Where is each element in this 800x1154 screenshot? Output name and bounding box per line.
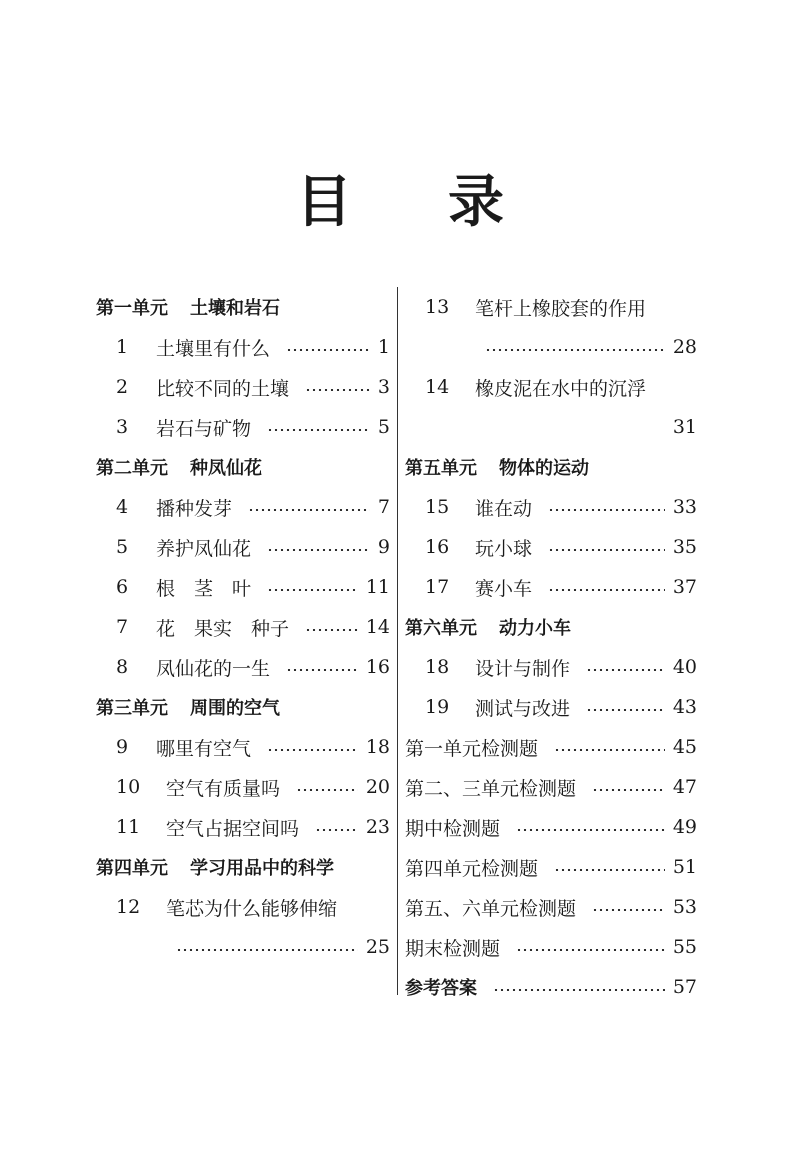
test-title: 第四单元检测题 xyxy=(405,857,539,880)
page-number: 20 xyxy=(365,776,390,798)
dot-leader xyxy=(548,509,665,511)
page-number: 33 xyxy=(672,496,697,518)
lesson-number: 9 xyxy=(116,736,129,758)
unit-heading xyxy=(405,447,697,487)
dot-leader xyxy=(286,669,358,671)
page-number: 47 xyxy=(672,776,697,798)
lesson-number: 14 xyxy=(425,376,450,398)
toc-entry-continuation[interactable] xyxy=(96,927,390,967)
unit-number: 第五单元 xyxy=(405,458,477,479)
page-number: 11 xyxy=(365,576,390,598)
lesson-number: 6 xyxy=(116,576,129,598)
dot-leader xyxy=(554,749,665,751)
toc-entry-continuation[interactable] xyxy=(405,327,697,367)
lesson-title: 凤仙花的一生 xyxy=(156,657,271,680)
toc-entry-continuation[interactable] xyxy=(405,407,697,447)
unit-name: 种凤仙花 xyxy=(190,458,262,479)
page-title-char-2: 录 xyxy=(448,170,504,235)
toc-entry[interactable] xyxy=(96,527,390,567)
test-entry[interactable] xyxy=(405,767,697,807)
page-number: 35 xyxy=(672,536,697,558)
dot-leader xyxy=(176,949,358,951)
toc-entry[interactable] xyxy=(96,567,390,607)
test-title: 第一单元检测题 xyxy=(405,737,539,760)
lesson-title: 土壤里有什么 xyxy=(156,337,271,360)
dot-leader xyxy=(305,389,370,391)
lesson-title: 空气有质量吗 xyxy=(166,777,281,800)
unit-number: 第一单元 xyxy=(96,298,168,319)
unit-number: 第三单元 xyxy=(96,698,168,719)
test-title: 第二、三单元检测题 xyxy=(405,777,577,800)
unit-name: 土壤和岩石 xyxy=(190,298,280,319)
page-title-char-1: 目 xyxy=(296,170,352,235)
dot-leader xyxy=(516,829,665,831)
lesson-title: 养护凤仙花 xyxy=(156,537,252,560)
dot-leader xyxy=(485,349,665,351)
lesson-title: 花 果实 种子 xyxy=(156,617,290,640)
lesson-title: 赛小车 xyxy=(475,577,533,600)
dot-leader xyxy=(286,349,370,351)
column-divider xyxy=(397,287,398,995)
dot-leader xyxy=(296,789,358,791)
toc-entry[interactable] xyxy=(96,327,390,367)
page-number: 31 xyxy=(672,416,697,438)
dot-leader xyxy=(267,429,370,431)
toc-entry[interactable] xyxy=(405,567,697,607)
toc-right-column xyxy=(405,287,697,1007)
toc-entry[interactable] xyxy=(96,607,390,647)
lesson-number: 12 xyxy=(116,896,141,918)
lesson-title: 播种发芽 xyxy=(156,497,233,520)
page-number: 45 xyxy=(672,736,697,758)
lesson-number: 11 xyxy=(116,816,141,838)
page-number: 25 xyxy=(365,936,390,958)
unit-number: 第二单元 xyxy=(96,458,168,479)
lesson-title: 根 茎 叶 xyxy=(156,577,252,600)
lesson-title: 橡皮泥在水中的沉浮 xyxy=(475,377,647,400)
answers-entry[interactable] xyxy=(405,967,697,1007)
toc-entry[interactable] xyxy=(405,687,697,727)
test-title: 期末检测题 xyxy=(405,937,501,960)
page-number: 16 xyxy=(365,656,390,678)
lesson-number: 1 xyxy=(116,336,129,358)
dot-leader xyxy=(305,629,358,631)
dot-leader xyxy=(554,869,665,871)
page-number: 3 xyxy=(377,376,390,398)
dot-leader xyxy=(516,949,665,951)
test-title: 第五、六单元检测题 xyxy=(405,897,577,920)
unit-heading xyxy=(96,687,390,727)
toc-entry[interactable] xyxy=(405,647,697,687)
test-entry[interactable] xyxy=(405,807,697,847)
toc-entry[interactable] xyxy=(96,407,390,447)
lesson-number: 19 xyxy=(425,696,450,718)
lesson-number: 16 xyxy=(425,536,450,558)
page-number: 51 xyxy=(672,856,697,878)
lesson-number: 8 xyxy=(116,656,129,678)
lesson-title: 空气占据空间吗 xyxy=(166,817,300,840)
lesson-title: 笔杆上橡胶套的作用 xyxy=(475,297,647,320)
dot-leader xyxy=(592,909,665,911)
page-number: 5 xyxy=(377,416,390,438)
test-entry[interactable] xyxy=(405,847,697,887)
unit-number: 第四单元 xyxy=(96,858,168,879)
page-number: 1 xyxy=(377,336,390,358)
unit-number: 第六单元 xyxy=(405,618,477,639)
unit-heading xyxy=(96,447,390,487)
unit-name: 学习用品中的科学 xyxy=(190,858,334,879)
dot-leader xyxy=(548,549,665,551)
lesson-title: 岩石与矿物 xyxy=(156,417,252,440)
dot-leader xyxy=(267,589,358,591)
lesson-number: 2 xyxy=(116,376,129,398)
toc-entry[interactable] xyxy=(96,487,390,527)
page-number: 57 xyxy=(672,976,697,998)
toc-entry[interactable] xyxy=(96,807,390,847)
lesson-title: 笔芯为什么能够伸缩 xyxy=(166,897,338,920)
lesson-title: 测试与改进 xyxy=(475,697,571,720)
lesson-title: 比较不同的土壤 xyxy=(156,377,290,400)
unit-heading xyxy=(96,847,390,887)
lesson-number: 4 xyxy=(116,496,129,518)
lesson-number: 5 xyxy=(116,536,129,558)
page-number: 18 xyxy=(365,736,390,758)
toc-entry[interactable] xyxy=(405,487,697,527)
page-number: 49 xyxy=(672,816,697,838)
toc-entry[interactable] xyxy=(96,887,390,927)
test-entry[interactable] xyxy=(405,887,697,927)
toc-entry[interactable] xyxy=(96,367,390,407)
dot-leader xyxy=(586,669,665,671)
page-number: 23 xyxy=(365,816,390,838)
dot-leader xyxy=(248,509,370,511)
lesson-number: 17 xyxy=(425,576,450,598)
toc-entry[interactable] xyxy=(96,647,390,687)
lesson-number: 7 xyxy=(116,616,129,638)
toc-left-column xyxy=(96,287,390,967)
dot-leader xyxy=(315,829,358,831)
dot-leader xyxy=(493,989,665,991)
lesson-number: 13 xyxy=(425,296,450,318)
toc-entry[interactable] xyxy=(96,767,390,807)
dot-leader xyxy=(548,589,665,591)
lesson-title: 谁在动 xyxy=(475,497,533,520)
lesson-title: 玩小球 xyxy=(475,537,533,560)
test-entry[interactable] xyxy=(405,927,697,967)
test-entry[interactable] xyxy=(405,727,697,767)
dot-leader xyxy=(586,709,665,711)
lesson-number: 18 xyxy=(425,656,450,678)
test-title: 期中检测题 xyxy=(405,817,501,840)
unit-heading xyxy=(405,607,697,647)
unit-name: 动力小车 xyxy=(499,618,571,639)
toc-entry[interactable] xyxy=(405,527,697,567)
toc-entry[interactable] xyxy=(405,367,697,407)
answers-title: 参考答案 xyxy=(405,978,477,999)
page-number: 40 xyxy=(672,656,697,678)
lesson-title: 设计与制作 xyxy=(475,657,571,680)
page-number: 37 xyxy=(672,576,697,598)
page-number: 14 xyxy=(365,616,390,638)
page-number: 55 xyxy=(672,936,697,958)
dot-leader xyxy=(267,549,370,551)
dot-leader xyxy=(592,789,665,791)
toc-entry[interactable] xyxy=(96,727,390,767)
dot-leader xyxy=(267,749,358,751)
page-number: 9 xyxy=(377,536,390,558)
lesson-number: 3 xyxy=(116,416,129,438)
unit-name: 物体的运动 xyxy=(499,458,589,479)
unit-heading xyxy=(96,287,390,327)
unit-name: 周围的空气 xyxy=(190,698,280,719)
page-number: 53 xyxy=(672,896,697,918)
page-number: 28 xyxy=(672,336,697,358)
lesson-number: 15 xyxy=(425,496,450,518)
toc-entry[interactable] xyxy=(405,287,697,327)
lesson-title: 哪里有空气 xyxy=(156,737,252,760)
page-number: 43 xyxy=(672,696,697,718)
page-title xyxy=(0,168,800,238)
lesson-number: 10 xyxy=(116,776,141,798)
page-number: 7 xyxy=(377,496,390,518)
